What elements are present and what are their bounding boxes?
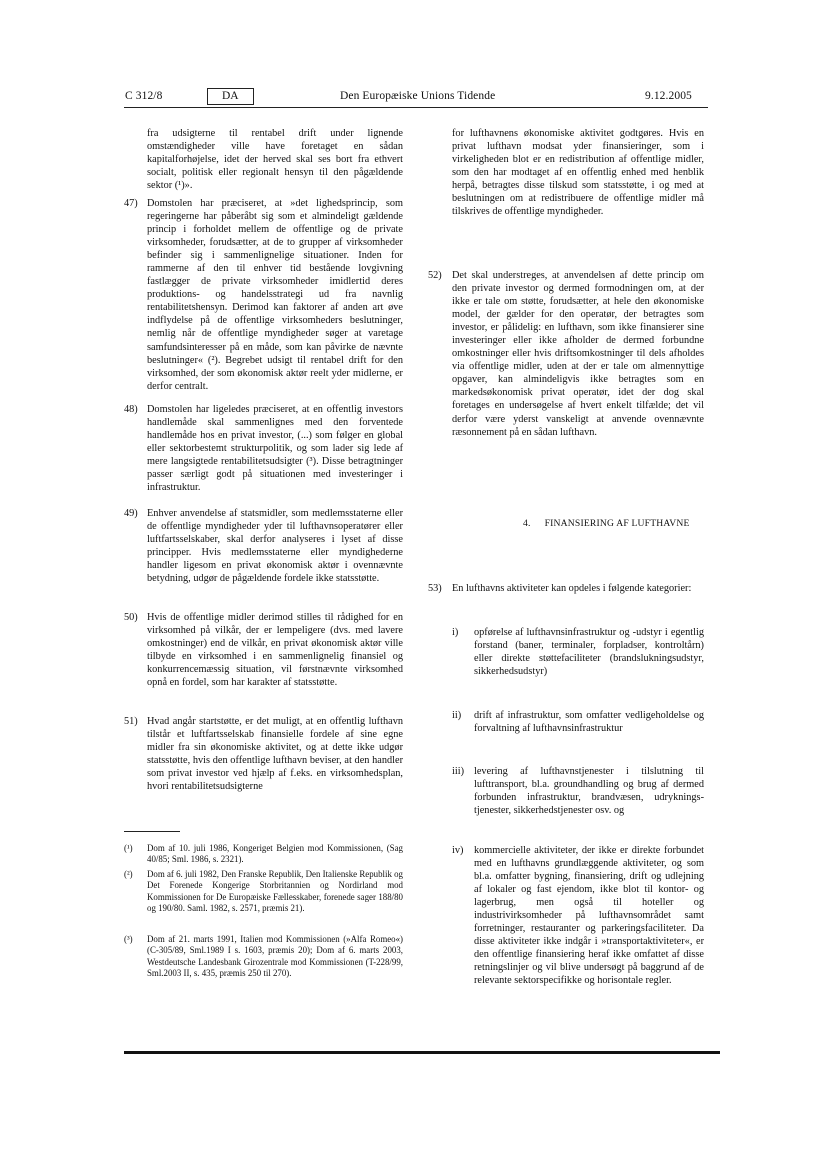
- footnote-number: (³): [124, 934, 133, 944]
- paragraph-number: 47): [124, 198, 138, 209]
- list-item-text: drift af infrastruktur, som omfatter vedligeholdelse og forvaltning af lufthavnsinfrastruktur: [474, 710, 704, 735]
- paragraph-50-text: Hvis de offentlige midler derimod stilles til rådighed for en virksomhed på vilkår, der er lempeligere (dvs. med lavere omkostninger) end de vilkår, en privat økonomisk aktør ville tilbyde en virksomhed i en sammenlignelig finansiel og konkurrencemæssig situation, vil førstnævnte virksomhed opnå en fordel, som har karakter af statsstøtte.: [147, 612, 403, 689]
- paragraph-number: 50): [124, 612, 138, 623]
- list-item-number: i): [452, 627, 459, 638]
- section-number: 4.: [523, 518, 531, 529]
- paragraph-number: 53): [428, 583, 442, 594]
- footnote-number: (¹): [124, 843, 133, 853]
- paragraph-number: 49): [124, 508, 138, 519]
- list-item-number: ii): [452, 710, 462, 721]
- publication-date: 9.12.2005: [645, 90, 692, 102]
- paragraph-48-text: Domstolen har ligeledes præciseret, at en offentlig investors handlemåde skal sammenlignes med den forventede handlemåde hos en privat investor, (...) som følger en global eller sektorbestemt strukturpolitik, og som lader sig lede af mere langsigtede rentabilitetsudsigter (³). Disse betragtninger passer særligt godt på situationen med investeringer i infrastruktur.: [147, 404, 403, 494]
- paragraph-number: 51): [124, 716, 138, 727]
- paragraph-number: 48): [124, 404, 138, 415]
- footnote-text: Dom af 10. juli 1986, Kongeriget Belgien mod Kommissionen, (Sag 40/85; Sml. 1986, s. 2321).: [147, 843, 403, 865]
- journal-title: Den Europæiske Unions Tidende: [340, 90, 496, 102]
- list-item-text: levering af lufthavnstjenester i tilslutning til lufttransport, bl.a. groundhandling og brug af dermed forbunden infrastruktur, brandvæsen, udryknings-tjenester, sikkerhedstjenester osv. og: [474, 766, 704, 817]
- footnote-text: Dom af 6. juli 1982, Den Franske Republik, Den Italienske Republik og Det Forenede Kongerige Storbritannien og Nordirland mod Kommissionen for De Europæiske Fællesskaber, forenede sager 188/80 og 190/80. Saml. 1982, s. 2571, præmis 21).: [147, 869, 403, 914]
- section-heading: [523, 518, 690, 529]
- footnote-divider: [124, 831, 180, 832]
- paragraph-53-text: En lufthavns aktiviteter kan opdeles i følgende kategorier:: [452, 583, 692, 594]
- list-item-text: opførelse af lufthavnsinfrastruktur og -udstyr i egentlig forstand (baner, terminaler, forpladser, kontroltårn) eller direkte støttefaciliteter (brandslukningsudstyr, sikkerhedsudstyr): [474, 627, 704, 678]
- list-item-text: kommercielle aktiviteter, der ikke er direkte forbundet med en lufthavns grundlæggende aktiviteter, og som bl.a. omfatter bygning, finansiering, drift og udlejning af lokaler og fast ejendom, ikke blot til kontor- og lagerbrug, men også til hoteller og industrivirksomheder på lufthavnsområdet samt forretninger, restauranter og parkeringsfaciliteter. Da disse aktiviteter ikke indgår i »transportaktiviteter«, er den offentlige finansiering heraf ikke omfattet af disse retningslinjer og vil blive undersøgt på baggrund af de relevante sektorspecifikke og horisontale regler.: [474, 845, 704, 987]
- right-continuation-text: for lufthavnens økonomiske aktivitet godtgøres. Hvis en privat lufthavn modsat yder finansieringer, som i virkeligheden blot er en redistribution af offentlige midler, som den har modtaget af en offentlig enhed med henblik herpå, betragtes disse tilskud som statsstøtte, i og med at beslutningen om at redistribuere de offentlige midler må tilskrives de offentlige myndigheder.: [452, 128, 704, 218]
- journal-reference: C 312/8: [125, 90, 163, 102]
- footnote-text: Dom af 21. marts 1991, Italien mod Kommissionen (»Alfa Romeo«) (C-305/89, Sml.1989 I s. 1603, præmis 20); Dom af 6. marts 2003, Westdeutsche Landesbank Girozentrale mod Kommissionen (T-228/99, Sml.2003 II, s. 435, præmis 250 til 270).: [147, 934, 403, 979]
- paragraph-47-text: Domstolen har præciseret, at »det lighedsprincip, som regeringerne har påberåbt sig som et almindeligt gældende princip i forholdet mellem de offentlige og de private virksomheder, forudsætter, at de to grupper af virksomheder befinder sig i sammenlignelige situationer. Inden for rammerne af den til enhver tid bestående lovgivning fastlægger de private virksomheder imidlertid deres produktions- og handelsstrategi ud fra navnlig rentabilitetshensyn. Derimod kan faktorer af anden art øve indflydelse på de offentlige virksomheders beslutninger, nemlig når de offentlige myndigheder søger at varetage samfundsinteresser på en måde, som kan påvirke de nævnte beslutninger« (²). Begrebet udsigt til rentabel drift for den virksomhed, der som økonomisk aktør reelt yder midlerne, er derfor centralt.: [147, 198, 403, 392]
- section-title: FINANSIERING AF LUFTHAVNE: [544, 518, 690, 529]
- language-badge: DA: [207, 88, 254, 105]
- paragraph-49-text: Enhver anvendelse af statsmidler, som medlemsstaterne eller de offentlige myndigheder yder til lufthavnsoperatører eller luftfartsselskaber, skal derfor analyseres i lyset af disse principper. Hvis medlemsstaterne eller myndighederne handler ligesom en privat økonomisk aktør i ovennævnte betydning, udgør de pågældende fordele ikke statsstøtte.: [147, 508, 403, 585]
- paragraph-51-text: Hvad angår startstøtte, er det muligt, at en offentlig lufthavn tilstår et luftfartsselskab finansielle fordele af sine egne midler fra sin økonomiske aktivitet, og at dette ikke udgør statsstøtte, hvis den offentlige lufthavn beviser, at den handler som privat investor ved hjælp af f.eks. en virksomhedsplan, hvori rentabilitetsudsigterne: [147, 716, 403, 793]
- left-continuation-text: fra udsigterne til rentabel drift under lignende omstændigheder ville have foretaget en sådan kapitalforhøjelse, idet der herved skal ses bort fra ethvert socialt, politisk eller regionalt hensyn til den pågældende sektor (¹)».: [147, 128, 403, 192]
- list-item-number: iv): [452, 845, 464, 856]
- footer-divider: [124, 1051, 720, 1054]
- paragraph-52-text: Det skal understreges, at anvendelsen af dette princip om den private investor og dermed formodningen om, at der ikke er tale om støtte, forudsætter, at hele den økonomiske model, der gælder for den operatør, der betragtes som investor, er pålidelig: en lufthavn, som ikke finansierer sine investeringer eller ikke afholder de dermed forbundne omkostninger eller hvis driftsomkostninger til dels afholdes via offentlige midler, uden at der er tale om almennyttige opgaver, kan almindeligvis ikke betragtes som en markedsøkonomisk privat operatør, idet der dog skal foretages en undersøgelse af hvert enkelt tilfælde; det vil derfor være yderst vanskeligt at anvende ovennævnte ræsonnement på en sådan lufthavn.: [452, 270, 704, 438]
- footnote-number: (²): [124, 869, 133, 879]
- header-divider: [124, 107, 708, 108]
- list-item-number: iii): [452, 766, 465, 777]
- paragraph-number: 52): [428, 270, 442, 281]
